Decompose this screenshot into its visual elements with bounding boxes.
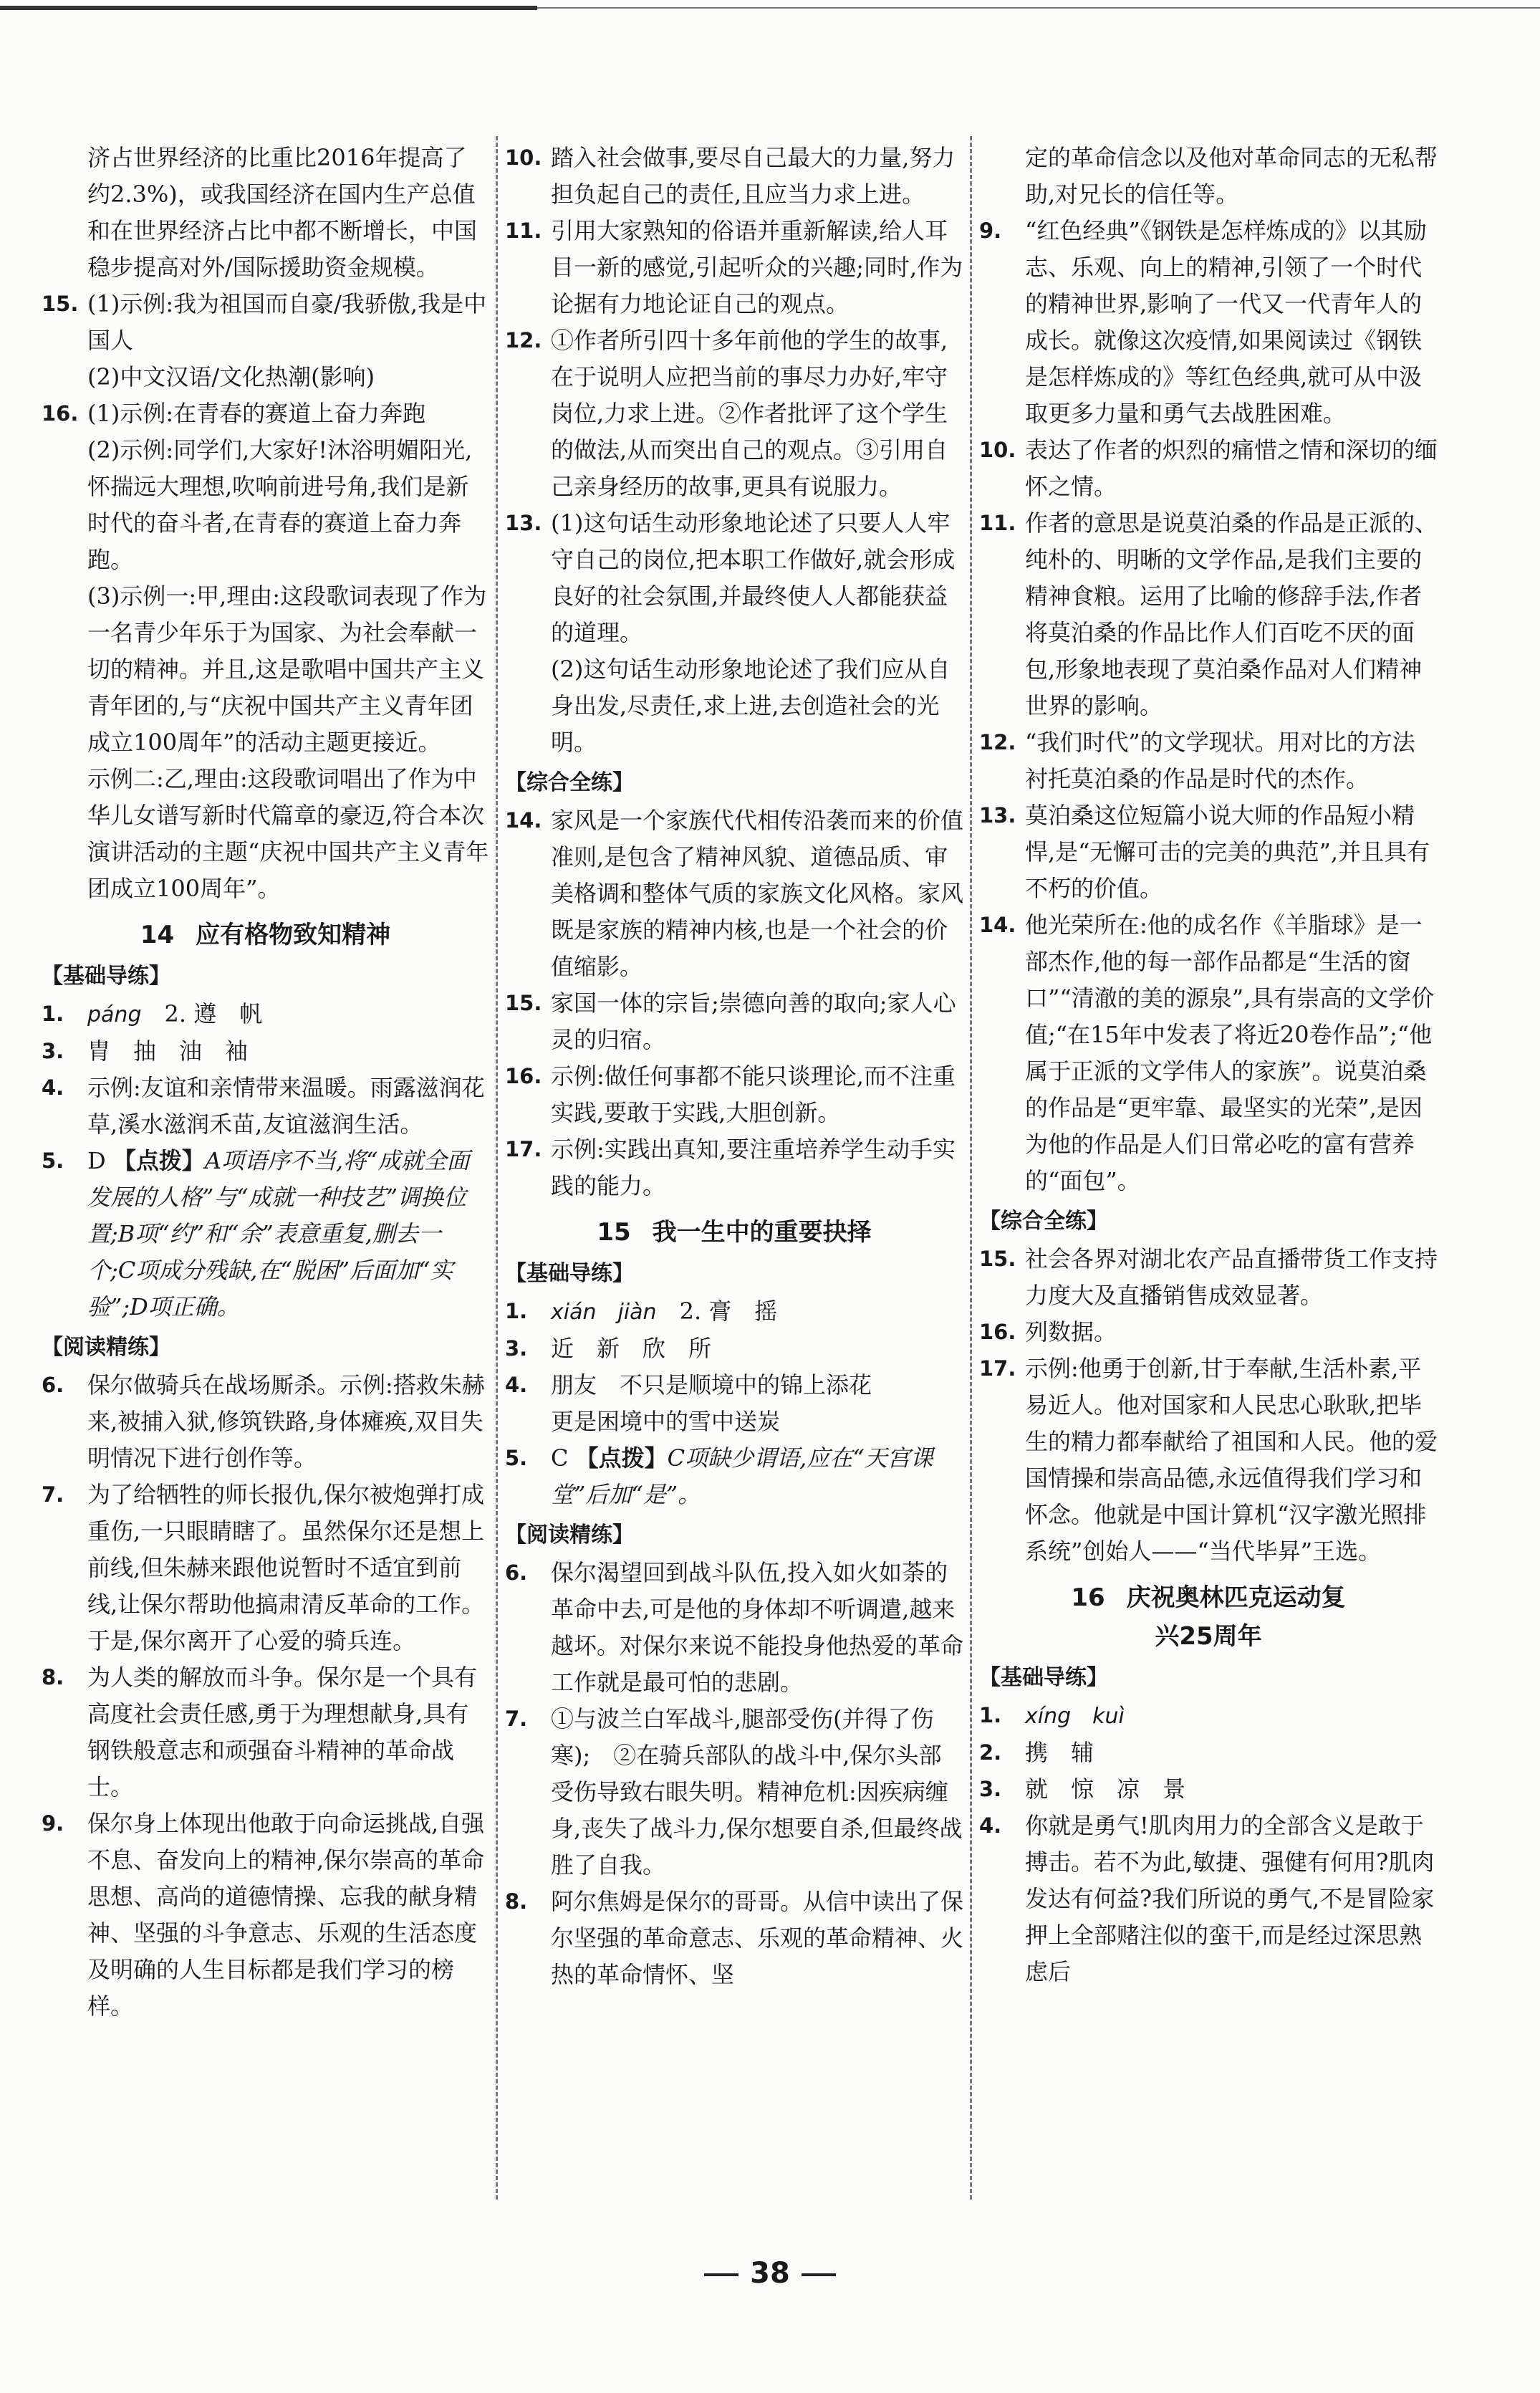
- answer-4: 4. 朋友 不只是顺境中的锦上添花 更是困境中的雪中送炭: [505, 1371, 872, 1435]
- answer-2: 2. 携 辅: [979, 1739, 1094, 1766]
- section-comprehensive: 【综合全练】: [979, 1209, 1108, 1234]
- answer-9: 9. 保尔身上体现出他敢于向命运挑战,自强不息、奋发向上的精神,保尔崇高的革命思想、高尚的道德情操、忘我的献身精神、坚强的斗争意志、乐观的生活态度及明确的人生目标都是我们学习的榜样。: [42, 1810, 485, 2020]
- lesson-heading-16: 16 庆祝奥林匹克运动复 兴25周年: [1071, 1583, 1346, 1651]
- answer-8: 8. 阿尔焦姆是保尔的哥哥。从信中读出了保尔坚强的革命意志、乐观的革命精神、火热的革命情怀、坚: [505, 1888, 963, 1988]
- answer-4: 4. 你就是勇气!肌肉用力的全部含义是敢于搏击。若不为此,敏捷、强健有何用?肌肉发达有何益?我们所说的勇气,不是冒险家押上全部赌注似的蛮干,而是经过深思熟虑后: [979, 1812, 1435, 1985]
- answer-14: 14. 他光荣所在:他的成名作《羊脂球》是一部杰作,他的每一部作品都是“生活的窗口”“清澈的美的源泉”,具有崇高的文学价值;“在15年中发表了将近20卷作品”;“他属于正派的文学伟人的家族”。说莫泊桑的作品是“更牢靠、最坚实的光荣”,是因为他的作品是人们日常必吃的富有营养的“面包”。: [979, 911, 1435, 1194]
- answer-5: 5. D 【点拨】A项语序不当,将“成就全面发展的人格”与“成就一种技艺”调换位置;B项“约”和“余”表意重复,删去一个;C项成分残缺,在“脱困”后面加“实验”;D项正确。: [42, 1147, 470, 1320]
- answer-10: 10. 表达了作者的炽烈的痛惜之情和深切的缅怀之情。: [979, 436, 1438, 500]
- answer-7: 7. 为了给牺牲的师长报仇,保尔被炮弹打成重伤,一只眼睛瞎了。虽然保尔还是想上前线,但朱赫来跟他说暂时不适宜到前线,让保尔帮助他搞肃清反革命的工作。于是,保尔离开了心爱的骑兵连。: [42, 1481, 485, 1654]
- lesson-heading-14: 14 应有格物致知精神: [140, 921, 391, 949]
- answer-12: 12. “我们时代”的文学现状。用对比的方法衬托莫泊桑的作品是时代的杰作。: [979, 729, 1415, 792]
- answer-5: 5. C 【点拨】C项缺少谓语,应在“天宫课堂”后加“是”。: [505, 1444, 933, 1508]
- section-basic: 【基础导练】: [979, 1665, 1108, 1690]
- answer-15: 15. 社会各界对湖北农产品直播带货工作支持力度大及直播销售成效显著。: [979, 1245, 1438, 1309]
- answer-9: 9. “红色经典”《钢铁是怎样炼成的》以其励志、乐观、向上的精神,引领了一个时代的精神世界,影响了一代又一代青年人的成长。就像这次疫情,如果阅读过《钢铁是怎样炼成的》等红色经典,就可从中汲取更多力量和勇气去战胜困难。: [979, 217, 1427, 427]
- answer-3: 3. 胄 抽 油 袖: [42, 1037, 249, 1065]
- answer-1: 1. xián jiàn 2. 膏 摇: [505, 1298, 778, 1325]
- answer-14: 14. 家风是一个家族代代相传沿袭而来的价值准则,是包含了精神风貌、道德品质、审美格调和整体气质的家族文化风格。家风既是家族的精神内核,也是一个社会的价值缩影。: [505, 807, 963, 980]
- column-2: [505, 140, 963, 2203]
- answer-11: 11. 引用大家熟知的俗语并重新解读,给人耳目一新的感觉,引起听众的兴趣;同时,作为论据有力地论证自己的观点。: [505, 217, 963, 317]
- lesson-heading-15: 15 我一生中的重要抉择: [597, 1218, 872, 1247]
- answer-16: 16. (1)示例:在青春的赛道上奋力奔跑 (2)示例:同学们,大家好!沐浴明媚阳光,怀揣远大理想,吹响前进号角,我们是新时代的奋斗者,在青春的赛道上奋力奔跑。 (3)示例一:甲,理由:这段歌词表现了作为一名青少年乐于为国家、为社会奉献一切的精神。并且,这是歌唱中国共产主义青年团的,与“庆祝中国共产主义青年团成立100周年”的活动主题更接近。 示例二:乙,理由:这段歌词唱出了作为中华儿女谱写新时代篇章的豪迈,符合本次演讲活动的主题“庆祝中国共产主义青年团成立100周年”。: [42, 400, 489, 902]
- answer-13: 13. (1)这句话生动形象地论述了只要人人牢守自己的岗位,把本职工作做好,就会形成良好的社会氛围,并最终使人人都能获益的道理。 (2)这句话生动形象地论述了我们应从自身出发,尽责任,求上进,去创造社会的光明。: [505, 509, 956, 756]
- answer-3: 3. 近 新 欣 所: [505, 1335, 712, 1362]
- answer-6: 6. 保尔渴望回到战斗队伍,投入如火如荼的革命中去,可是他的身体却不听调遣,越来越坏。对保尔来说不能投身他热爱的革命工作就是最可怕的悲剧。: [505, 1559, 963, 1696]
- answer-1: 1. páng 2. 遵 帆: [42, 1000, 263, 1027]
- answer-3: 3. 就 惊 凉 景: [979, 1775, 1186, 1803]
- section-reading: 【阅读精练】: [505, 1522, 634, 1548]
- section-reading: 【阅读精练】: [42, 1335, 170, 1360]
- answer-16: 16. 列数据。: [979, 1318, 1117, 1346]
- answer-8: 8. 为人类的解放而斗争。保尔是一个具有高度社会责任感,勇于为理想献身,具有钢铁般意志和顽强奋斗精神的革命战士。: [42, 1664, 478, 1800]
- top-rule: [0, 0, 1540, 11]
- column-1: [42, 140, 489, 2203]
- answer-17: 17. 示例:实践出真知,要注重培养学生动手实践的能力。: [505, 1136, 956, 1199]
- answer-11: 11. 作者的意思是说莫泊桑的作品是正派的、纯朴的、明晰的文学作品,是我们主要的精神食粮。运用了比喻的修辞手法,作者将莫泊桑的作品比作人们百吃不厌的面包,形象地表现了莫泊桑作品对人们精神世界的影响。: [979, 509, 1438, 719]
- answer-15: 15. (1)示例:我为祖国而自豪/我骄傲,我是中国人 (2)中文汉语/文化热潮(影响): [42, 290, 487, 390]
- continued-text: 济占世界经济的比重比2016年提高了约2.3%)，或我国经济在国内生产总值和在世界经济占比中都不断增长，中国稳步提高对外/国际援助资金规模。: [87, 144, 478, 281]
- answer-15: 15. 家国一体的宗旨;崇德向善的取向;家人心灵的归宿。: [505, 989, 956, 1053]
- section-basic: 【基础导练】: [42, 964, 170, 989]
- column-divider: [496, 136, 498, 2200]
- answer-16: 16. 示例:做任何事都不能只谈理论,而不注重实践,要敢于实践,大胆创新。: [505, 1063, 956, 1126]
- section-basic: 【基础导练】: [505, 1261, 634, 1286]
- answer-12: 12. ①作者所引四十多年前他的学生的故事,在于说明人应把当前的事尽力办好,牢守岗位,力求上进。②作者批评了这个学生的做法,从而突出自己的观点。③引用自己亲身经历的故事,更具有说服力。: [505, 327, 948, 500]
- continued-text: 定的革命信念以及他对革命同志的无私帮助,对兄长的信任等。: [1025, 144, 1438, 208]
- answer-10: 10. 踏入社会做事,要尽自己最大的力量,努力担负起自己的责任,且应当力求上进。: [505, 144, 956, 208]
- section-comprehensive: 【综合全练】: [505, 770, 634, 795]
- answer-17: 17. 示例:他勇于创新,甘于奉献,生活朴素,平易近人。他对国家和人民忠心耿耿,把毕生的精力都奉献给了祖国和人民。他的爱国情操和崇高品德,永远值得我们学习和怀念。他就是中国计算机“汉字激光照排系统”创始人——“当代毕昇”王选。: [979, 1355, 1438, 1565]
- answer-13: 13. 莫泊桑这位短篇小说大师的作品短小精悍,是“无懈可击的完美的典范”,并且具有不朽的价值。: [979, 802, 1430, 902]
- answer-7: 7. ①与波兰白军战斗,腿部受伤(并得了伤寒); ②在骑兵部队的战斗中,保尔头部受伤导致右眼失明。精神危机:因疾病缠身,丧失了战斗力,保尔想要自杀,但最终战胜了自我。: [505, 1705, 963, 1879]
- answer-4: 4. 示例:友谊和亲情带来温暖。雨露滋润花草,溪水滋润禾苗,友谊滋润生活。: [42, 1074, 485, 1138]
- answer-1: 1. xíng kuì: [979, 1703, 1125, 1729]
- page-number: 38: [0, 2257, 1540, 2290]
- column-divider: [970, 136, 972, 2200]
- answer-6: 6. 保尔做骑兵在战场厮杀。示例:搭救朱赫来,被捕入狱,修筑铁路,身体瘫痪,双目失明情况下进行创作等。: [42, 1371, 485, 1472]
- column-3: [979, 140, 1438, 2203]
